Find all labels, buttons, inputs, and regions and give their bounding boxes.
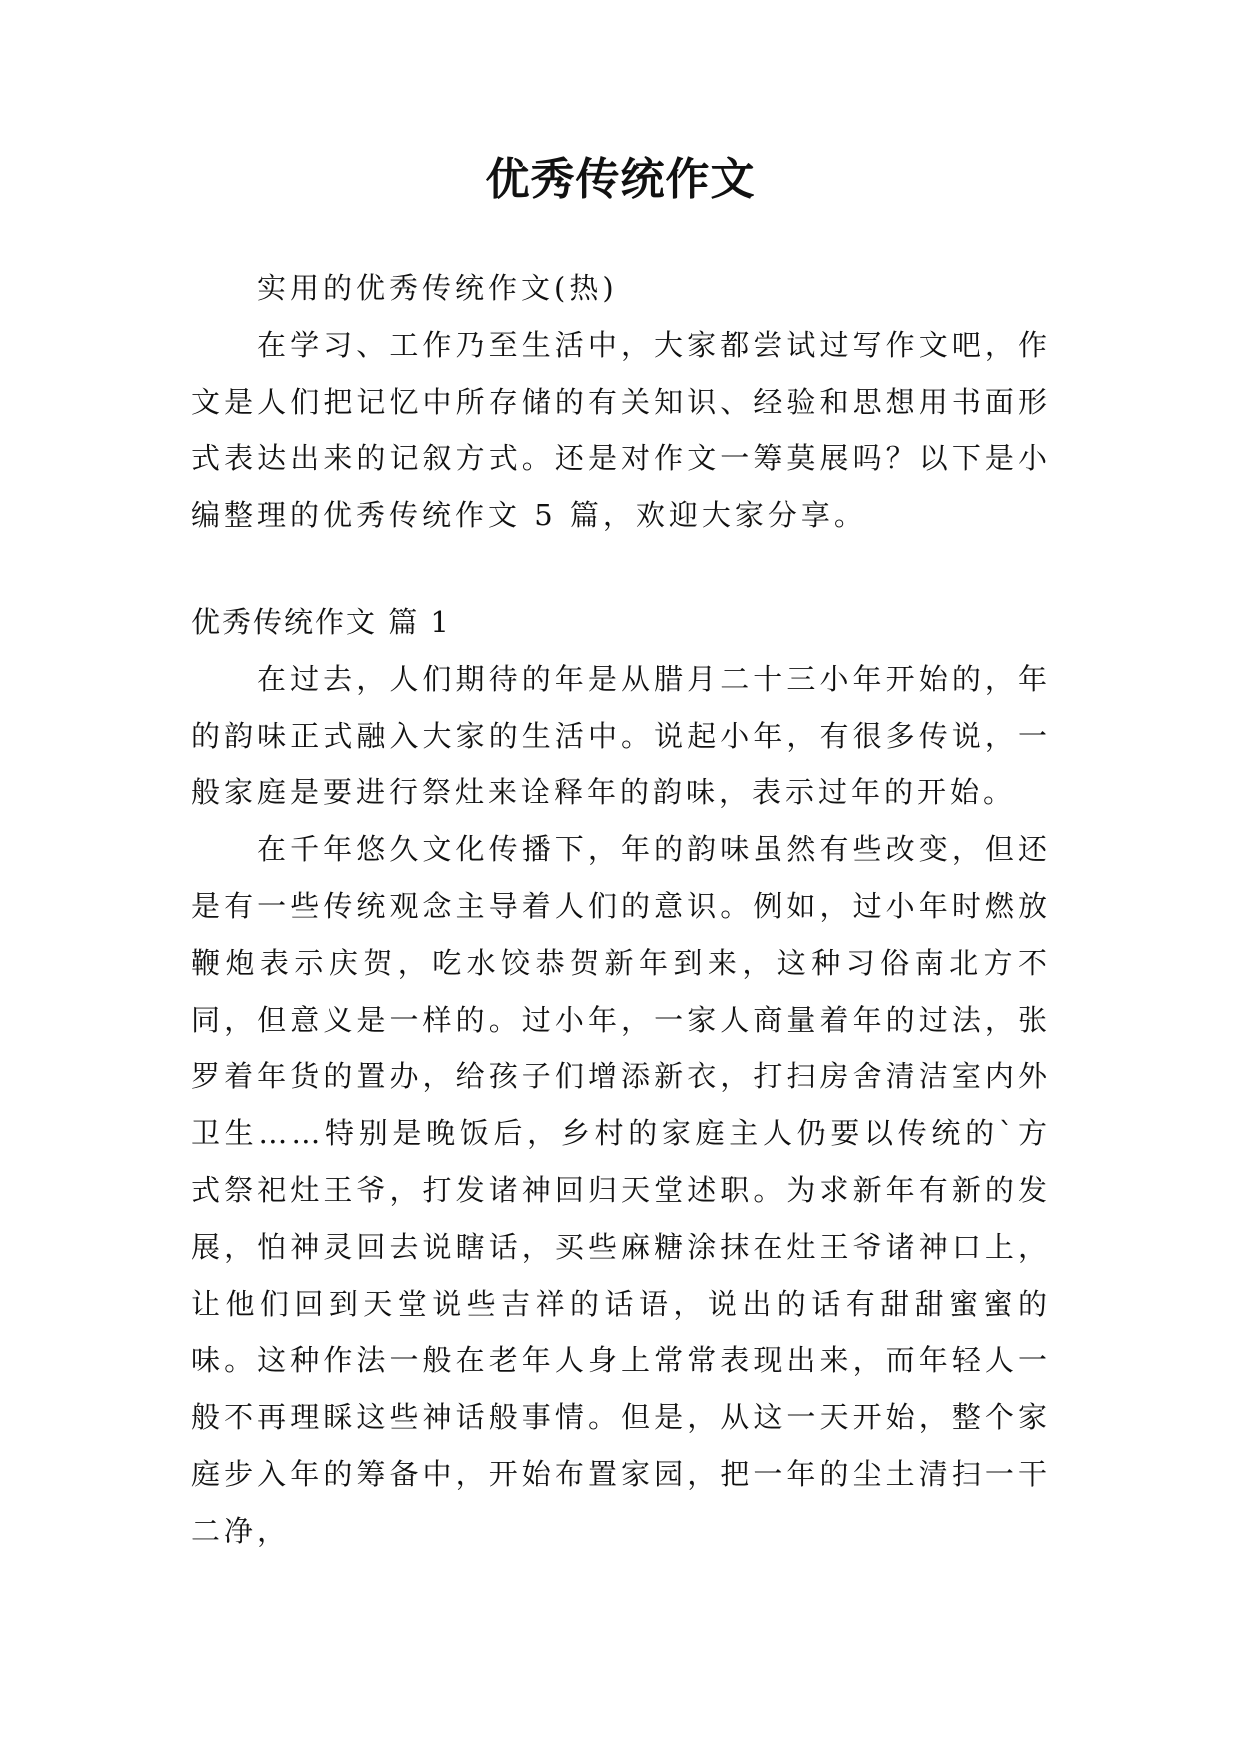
body-paragraph: 在过去，人们期待的年是从腊月二十三小年开始的，年的韵味正式融入大家的生活中。说起小年，有很多传说，一般家庭是要进行祭灶来诠释年的韵味，表示过年的开始。 — [191, 661, 1051, 810]
body-paragraph: 在千年悠久文化传播下，年的韵味虽然有些改变，但还是有一些传统观念主导着人们的意识。例如，过小年时燃放鞭炮表示庆贺，吃水饺恭贺新年到来，这种习俗南北方不同，但意义是一样的。过小年，一家人商量着年的过法，张罗着年货的置办，给孩子们增添新衣，打扫房舍清洁室内外卫生……特别是晚饭后，乡村的家庭主人仍要以传统的`方式祭祀灶王爷，打发诸神回归天堂述职。为求新年有新的发展，怕神灵回去说瞎话，买些麻糖涂抹在灶王爷诸神口上，让他们回到天堂说些吉祥的话语，说出的话有甜甜蜜蜜的味。这种作法一般在老年人身上常常表现出来，而年轻人一般不再理睬这些神话般事情。但是，从这一天开始，整个家庭步入年的筹备中，开始布置家园，把一年的尘土清扫一干二净， — [191, 832, 1051, 1548]
section-heading: 优秀传统作文 篇 1 — [191, 604, 451, 639]
intro-paragraph: 在学习、工作乃至生活中，大家都尝试过写作文吧，作文是人们把记忆中所存储的有关知识、经验和思想用书面形式表达出来的记叙方式。还是对作文一筹莫展吗？以下是小编整理的优秀传统作文 5 篇，欢迎大家分享。 — [191, 327, 1051, 533]
document-body — [191, 260, 1051, 1560]
document-subtitle: 实用的优秀传统作文(热) — [257, 271, 618, 305]
section-spacer — [191, 544, 1051, 594]
document-title: 优秀传统作文 — [485, 154, 756, 205]
